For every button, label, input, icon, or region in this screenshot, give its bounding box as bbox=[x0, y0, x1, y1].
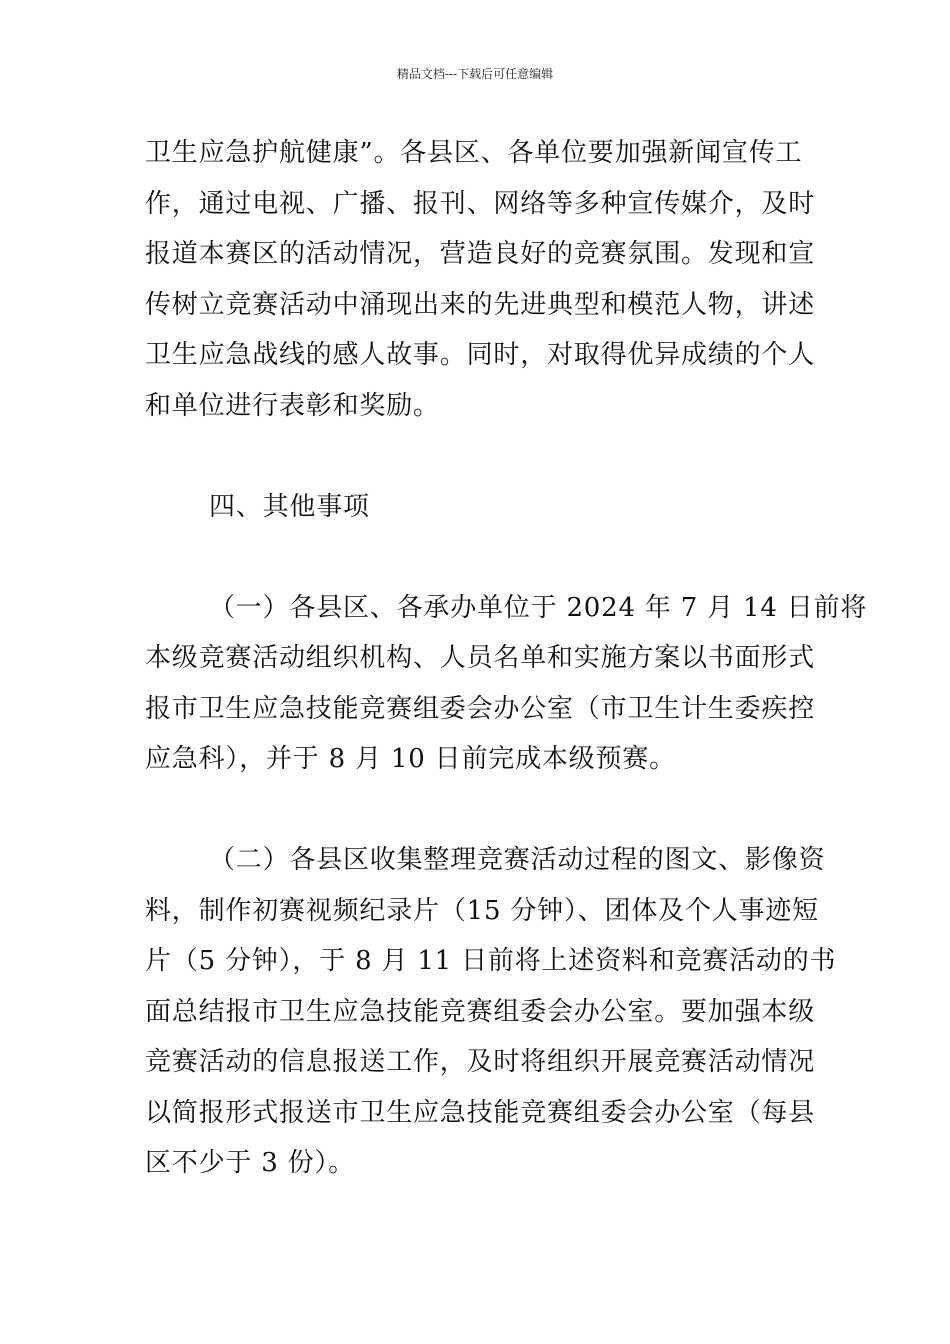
text-line: （一）各县区、各承办单位于 2024 年 7 月 14 日前将 bbox=[209, 592, 868, 623]
text-line: 以简报形式报送市卫生应急技能竞赛组委会办公室（每县 bbox=[145, 1097, 816, 1128]
page-header-note: 精品文档---下载后可任意编辑 bbox=[396, 67, 554, 81]
paragraph-gap bbox=[145, 785, 809, 836]
text-line: 竞赛活动的信息报送工作，及时将组织开展竞赛活动情况 bbox=[145, 1047, 816, 1077]
text-line: 报道本赛区的活动情况，营造良好的竞赛氛围。发现和宣 bbox=[145, 239, 816, 269]
section-heading-other-matters: 四、其他事项 bbox=[209, 491, 370, 522]
text-line: 区不少于 3 份）。 bbox=[145, 1148, 356, 1178]
text-line: 应急科），并于 8 月 10 日前完成本级预赛。 bbox=[145, 744, 676, 774]
text-line: 片（5 分钟），于 8 月 11 日前将上述资料和竞赛活动的书 bbox=[145, 946, 837, 976]
paragraph-gap bbox=[145, 431, 809, 482]
text-line: 卫生应急战线的感人故事。同时，对取得优异成绩的个人 bbox=[145, 340, 816, 370]
paragraph-item-1 bbox=[145, 583, 868, 785]
paragraph-publicity bbox=[145, 128, 816, 431]
paragraph-gap bbox=[145, 532, 809, 583]
paragraph-item-2 bbox=[145, 835, 837, 1189]
text-line: 料，制作初赛视频纪录片（15 分钟）、团体及个人事迹短 bbox=[145, 895, 819, 926]
text-line: 和单位进行表彰和奖励。 bbox=[145, 390, 440, 421]
text-line: 报市卫生应急技能竞赛组委会办公室（市卫生计生委疾控 bbox=[145, 693, 816, 724]
text-line: 作，通过电视、广播、报刊、网络等多种宣传媒介，及时 bbox=[145, 188, 816, 219]
text-line: 传树立竞赛活动中涌现出来的先进典型和模范人物，讲述 bbox=[145, 289, 816, 320]
text-line: 本级竞赛活动组织机构、人员名单和实施方案以书面形式 bbox=[145, 643, 816, 673]
text-line: （二）各县区收集整理竞赛活动过程的图文、影像资 bbox=[209, 845, 826, 875]
document-body bbox=[145, 128, 868, 1189]
text-line: 卫生应急护航健康”。各县区、各单位要加强新闻宣传工 bbox=[145, 138, 803, 168]
text-line: 面总结报市卫生应急技能竞赛组委会办公室。要加强本级 bbox=[145, 996, 816, 1027]
